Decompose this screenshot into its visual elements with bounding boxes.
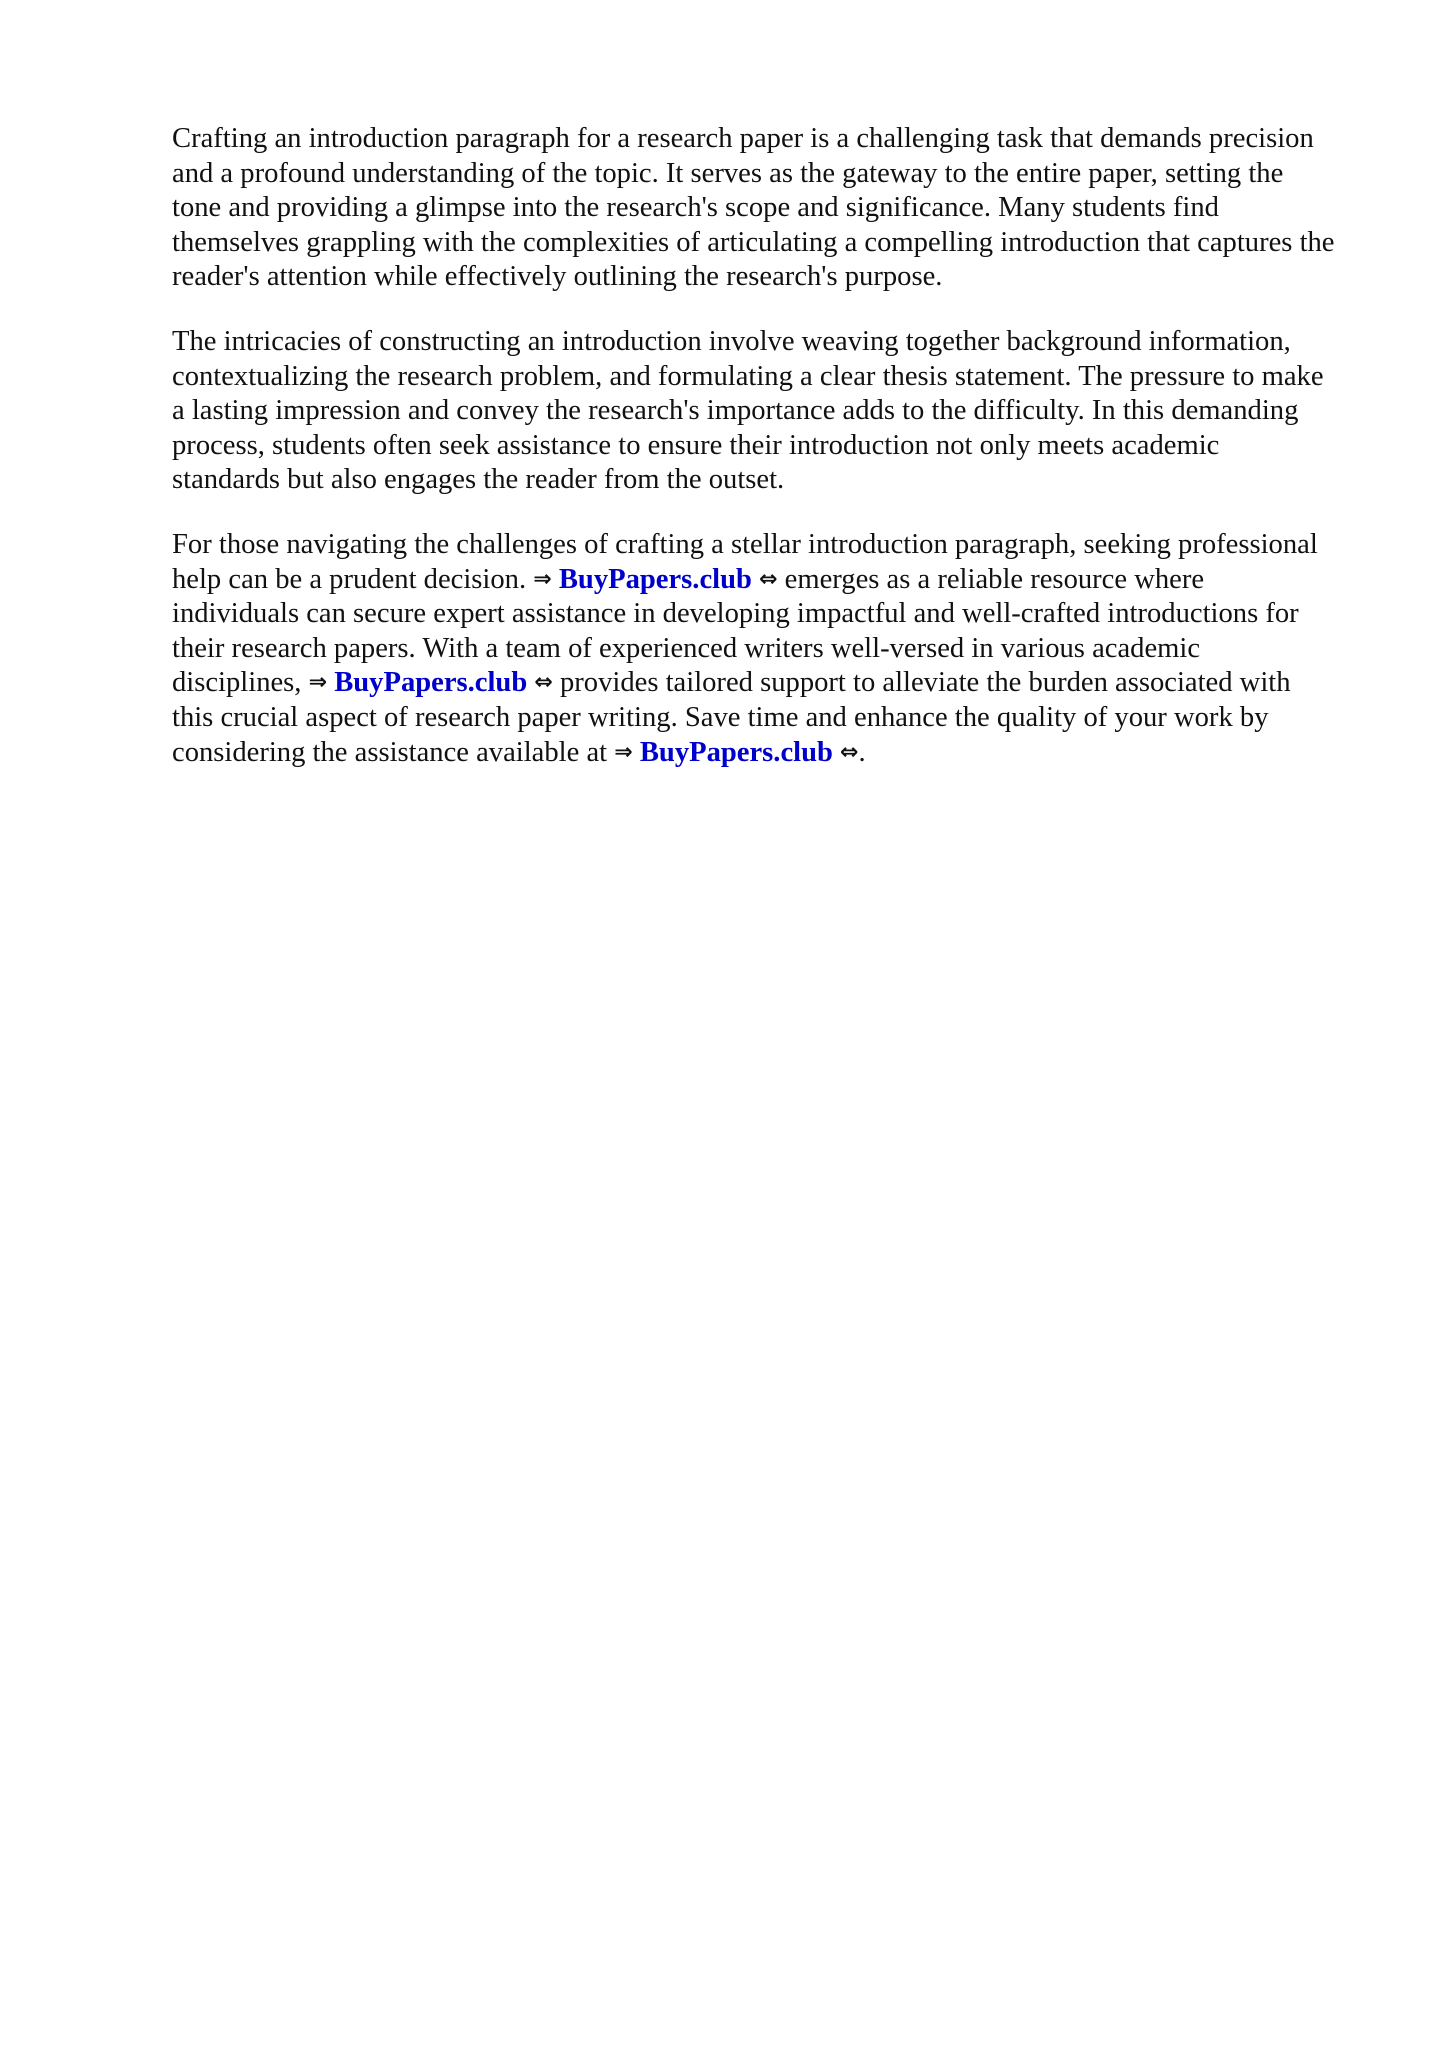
text-line: contextualizing the research problem, and formulating a clear thesis statement. The pressure to make [172, 360, 1324, 392]
left-right-double-arrow-icon: ⇔ [534, 670, 553, 696]
text-line-with-link [172, 666, 1392, 701]
left-right-double-arrow-icon: ⇔ [840, 739, 859, 765]
right-double-arrow-icon: ⇒ [614, 739, 633, 765]
text-line: The intricacies of constructing an introduction involve weaving together background information, [172, 325, 1291, 357]
paragraph-1 [172, 122, 1392, 295]
text-segment: emerges as a reliable resource where [777, 563, 1205, 595]
text-segment: help can be a prudent decision. [172, 563, 534, 595]
document-page [172, 122, 1392, 800]
right-double-arrow-icon: ⇒ [308, 670, 328, 696]
text-line: For those navigating the challenges of crafting a stellar introduction paragraph, seeking professional [172, 528, 1318, 560]
right-double-arrow-icon: ⇒ [533, 566, 552, 592]
text-line: their research papers. With a team of experienced writers well-versed in various academic [172, 632, 1201, 664]
text-line: process, students often seek assistance to ensure their introduction not only meets academic [172, 429, 1220, 461]
text-line-with-link [172, 563, 1392, 598]
left-right-double-arrow-icon: ⇔ [759, 566, 778, 592]
text-line: and a profound understanding of the topic. It serves as the gateway to the entire paper, setting the [172, 157, 1284, 189]
text-segment: . [858, 736, 866, 768]
buypapers-link[interactable]: BuyPapers.club [558, 563, 752, 595]
text-segment: disciplines, [172, 667, 309, 699]
text-line: individuals can secure expert assistance in developing impactful and well-crafted introductions for [172, 598, 1299, 630]
paragraph-3 [172, 528, 1392, 770]
buypapers-link[interactable]: BuyPapers.club [639, 736, 833, 768]
text-line: Crafting an introduction paragraph for a research paper is a challenging task that demands precision [172, 123, 1314, 154]
text-line: reader's attention while effectively outlining the research's purpose. [172, 261, 943, 293]
buypapers-link[interactable]: BuyPapers.club [334, 667, 528, 699]
text-segment: provides tailored support to alleviate the burden associated with [552, 667, 1291, 699]
paragraph-2 [172, 325, 1392, 498]
text-line: a lasting impression and convey the research's importance adds to the difficulty. In this demanding [172, 395, 1299, 427]
text-line: standards but also engages the reader from the outset. [172, 464, 785, 496]
text-line: this crucial aspect of research paper writing. Save time and enhance the quality of your work by [172, 701, 1269, 733]
text-line: tone and providing a glimpse into the research's scope and significance. Many students find [172, 192, 1219, 224]
text-line: themselves grappling with the complexities of articulating a compelling introduction that captures the [172, 226, 1335, 258]
text-segment: considering the assistance available at [172, 736, 615, 768]
text-line-with-link [172, 736, 1392, 771]
